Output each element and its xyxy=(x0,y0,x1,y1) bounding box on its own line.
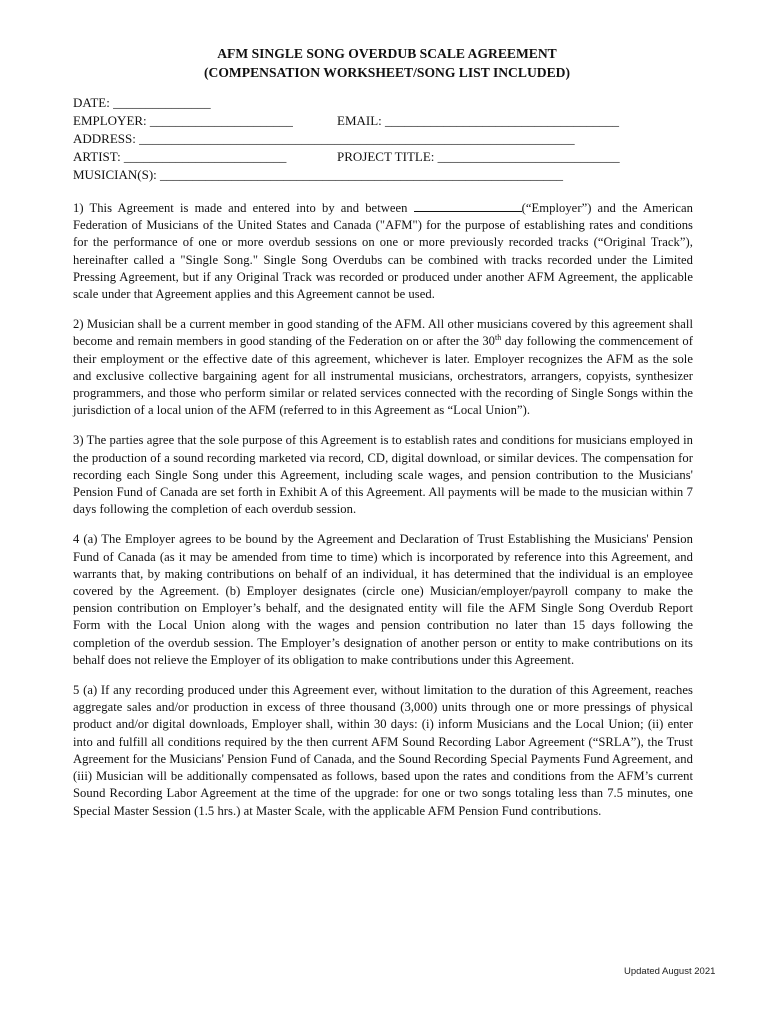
title-line-2: (COMPENSATION WORKSHEET/SONG LIST INCLUDED) xyxy=(204,65,570,80)
email-field[interactable]: EMAIL: ____________________________________ xyxy=(337,113,620,128)
employer-name-blank[interactable] xyxy=(414,200,522,212)
p2-superscript: th xyxy=(495,333,502,343)
p1-text-end: (“Employer”) and the American Federation of Musicians of the United States and Canada ("AFM") for the purpose of establishing rates and conditions for the performance of one or more overdub sessions on one or more previously recorded tracks (“Original Track”), hereinafter called a "Single Song." Single Song Overdubs can be combined with tracks recorded under the Limited Pressing Agreement, but if any Original Track was recorded or produced under another AFM Agreement, the applicable scale under that Agreement applies and this Agreement cannot be used. xyxy=(73,201,693,302)
form-fields xyxy=(73,94,693,184)
project-title-field[interactable]: PROJECT TITLE: ____________________________ xyxy=(337,149,620,164)
p2-text-end: day following the commencement of their employment or the effective date of this agreement, whichever is later. Employer recognizes the AFM as the sole and exclusive collective bargaining agent for all instrumental musicians, orchestrators, arrangers, copyists, synthesizer programmers, and those who perform similar or related services connected with the recording of Single Songs within the jurisdiction of a local union of the AFM (referred to in this Agreement as “Local Union”). xyxy=(73,334,693,418)
paragraph-5: 5 (a) If any recording produced under this Agreement ever, without limitation to the duration of this Agreement, reaches aggregate sales and/or production in excess of three thousand (3,000) units through one or more pressings of physical product and/or digital downloads, Employer shall, within 30 days: (i) inform Musicians and the Local Union; (ii) enter into and fulfill all conditions required by the then current AFM Sound Recording Labor Agreement (“SRLA”), the Trust Agreement for the Musicians' Pension Fund of Canada, and the Sound Recording Special Payments Fund Agreement, and (iii) Musician will be additionally compensated as follows, based upon the rates and conditions from the AFM’s current Sound Recording Labor Agreement at the time of the upgrade: for one or two songs totaling less than 7.5 minutes, one Special Master Session (1.5 hrs.) at Master Scale, with the applicable AFM Pension Fund contributions. xyxy=(73,683,693,818)
footer-updated-date: Updated August 2021 xyxy=(624,966,716,977)
paragraph-4: 4 (a) The Employer agrees to be bound by the Agreement and Declaration of Trust Establishing the Musicians' Pension Fund of Canada (as it may be amended from time to time) which is incorporated by reference into this Agreement, and warrants that, by making contributions on behalf of an individual, it has determined that the individual is an employee covered by the Agreement. (b) Employer designates (circle one) Musician/employer/payroll company to make the pension contribution on Employer’s behalf, and the designated entity will file the AFM Single Song Overdub Report Form with the Local Union along with the wages and pension contribution no later than 15 days following the completion of the overdub session. The Employer’s designation of another person or entity to make contributions on its behalf does not relieve the Employer of its obligation to make contributions under this Agreement. xyxy=(73,532,693,667)
employer-field[interactable]: EMPLOYER: ______________________ xyxy=(73,113,293,128)
musicians-field[interactable]: MUSICIAN(S): ______________________________________________________________ xyxy=(73,167,564,182)
document-title xyxy=(73,44,693,82)
address-field[interactable]: ADDRESS: ___________________________________________________________________ xyxy=(73,131,575,146)
paragraph-2 xyxy=(73,316,693,419)
date-field[interactable]: DATE: _______________ xyxy=(73,95,211,110)
p2-text-start: 2) Musician shall be a current member in good standing of the AFM. All other musicians covered by this agreement shall become and remain members in good standing of the Federation on or after the 30 xyxy=(73,317,693,349)
document-page xyxy=(73,44,693,833)
paragraph-1 xyxy=(73,200,693,303)
paragraph-3: 3) The parties agree that the sole purpose of this Agreement is to establish rates and conditions for musicians employed in the production of a sound recording marketed via record, CD, digital download, or similar devices. The compensation for recording each Single Song under this Agreement, including scale wages, and pension contribution to the Musicians' Pension Fund of Canada are set forth in Exhibit A of this Agreement. All payments will be made to the musician within 7 days following the completion of each overdub session. xyxy=(73,433,693,517)
p1-text-start: 1) This Agreement is made and entered into by and between xyxy=(73,201,408,215)
artist-field[interactable]: ARTIST: _________________________ xyxy=(73,149,287,164)
title-line-1: AFM SINGLE SONG OVERDUB SCALE AGREEMENT xyxy=(217,46,557,61)
